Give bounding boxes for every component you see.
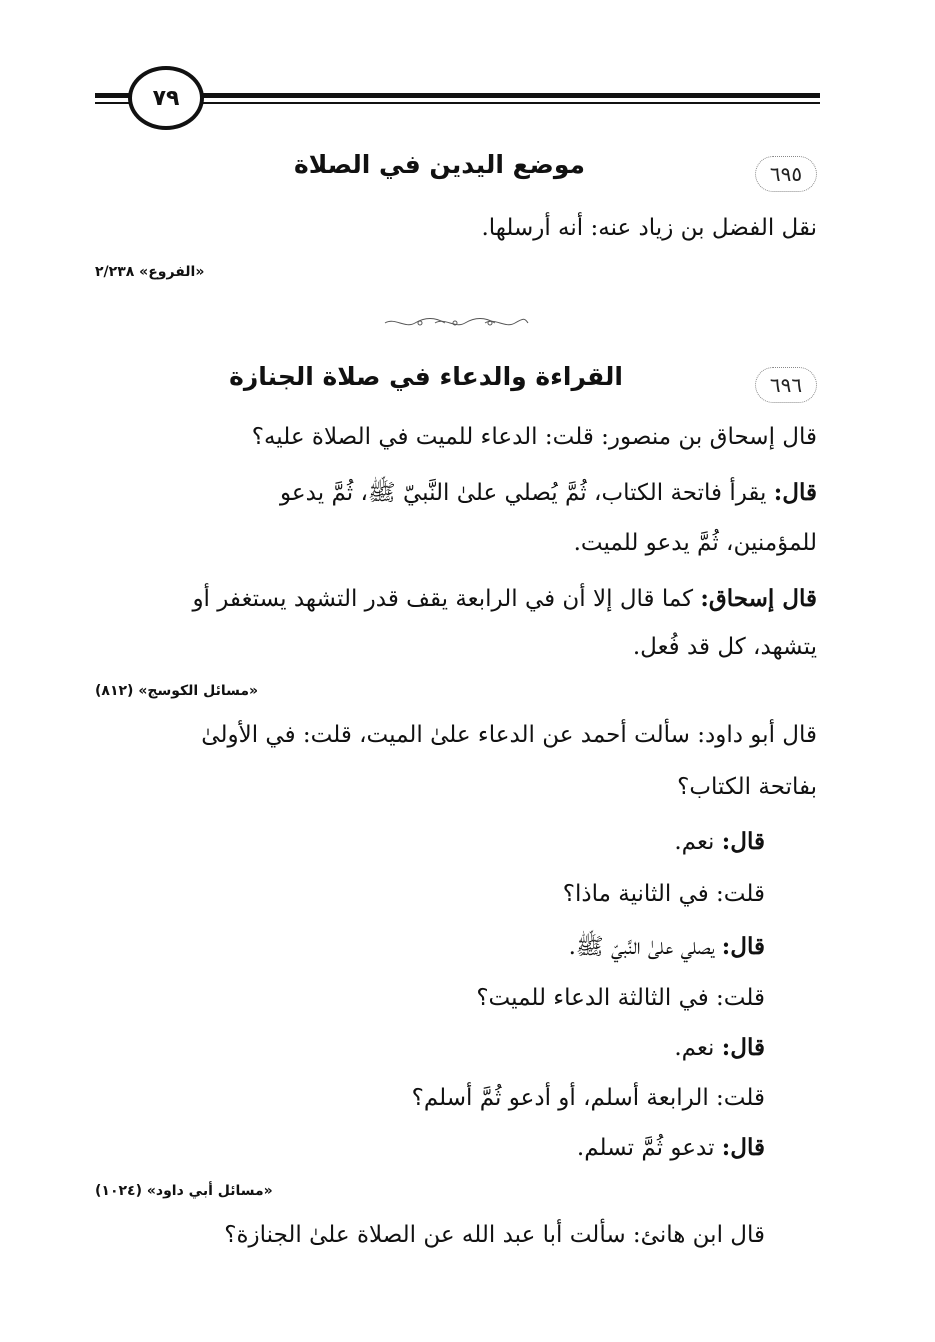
dialog-label: قال:: [721, 1034, 765, 1061]
dialog-text: قلت: الرابعة أسلم، أو أدعو ثُمَّ أسلم؟: [411, 1085, 765, 1111]
source-citation-furu: «الفروع» ٢/٢٣٨: [95, 264, 205, 280]
section-title-696: القراءة والدعاء في صلاة الجنازة: [229, 362, 623, 391]
p2-line-2: بفاتحة الكتاب؟: [677, 774, 817, 800]
dialog-line: [412, 1084, 765, 1111]
section-number-695: ٦٩٥: [755, 156, 817, 192]
dialog-label: قال:: [721, 933, 765, 960]
dialog-label: قال:: [721, 828, 765, 855]
p1-line-1: قال إسحاق بن منصور: قلت: الدعاء للميت في الصلاة عليه؟: [251, 424, 817, 450]
p1-line-4-text: كما قال إلا أن في الرابعة يقف قدر التشهد يستغفر أو: [192, 586, 701, 612]
label-qala-ishaq: قال إسحاق:: [700, 585, 817, 612]
p2-line-1: قال أبو داود: سألت أحمد عن الدعاء علىٰ الميت، قلت: في الأولىٰ: [201, 722, 817, 748]
dialog-text: يصلي علىٰ النَّبيّ ﷺ.: [568, 934, 722, 960]
dialog-line: [674, 828, 765, 855]
p1-line-2-text: يقرأ فاتحة الكتاب، ثُمَّ يُصلي علىٰ النَّبيّ ﷺ، ثُمَّ يدعو: [280, 480, 774, 506]
dialog-line: [476, 984, 765, 1011]
dialog-text: قلت: في الثانية ماذا؟: [562, 881, 765, 907]
p1-line-2: [95, 466, 817, 520]
page-header: [0, 0, 935, 140]
section-695-text: نقل الفضل بن زياد عنه: أنه أرسلها.: [481, 215, 817, 241]
dialog-text: تدعو ثُمَّ تسلم.: [576, 1135, 722, 1161]
dialog-line: [563, 880, 765, 907]
ornament-divider: [380, 316, 530, 330]
section-title-695: موضع اليدين في الصلاة: [294, 150, 585, 179]
page-number: ٧٩: [128, 66, 204, 130]
source-citation-abu-dawud: «مسائل أبي داود» (١٠٢٤): [95, 1183, 273, 1199]
dialog-line: [577, 1134, 765, 1161]
label-qala: قال:: [773, 479, 817, 506]
dialog-line: [674, 1034, 765, 1061]
p1-line-5: يتشهد، كل قد فُعل.: [632, 634, 817, 660]
p3-line-1: قال ابن هانئ: سألت أبا عبد الله عن الصلاة علىٰ الجنازة؟: [224, 1222, 765, 1248]
header-rule-thin: [95, 102, 820, 104]
dialog-line: [569, 932, 765, 966]
dialog-text: قلت: في الثالثة الدعاء للميت؟: [476, 985, 765, 1011]
dialog-text: نعم.: [674, 829, 722, 855]
p1-line-3: للمؤمنين، ثُمَّ يدعو للميت.: [573, 530, 817, 556]
source-citation-kawsaj: «مسائل الكوسج» (٨١٢): [95, 683, 259, 699]
section-number-696: ٦٩٦: [755, 367, 817, 403]
p1-line-4: [95, 572, 817, 626]
dialog-label: قال:: [721, 1134, 765, 1161]
dialog-text: نعم.: [674, 1035, 722, 1061]
